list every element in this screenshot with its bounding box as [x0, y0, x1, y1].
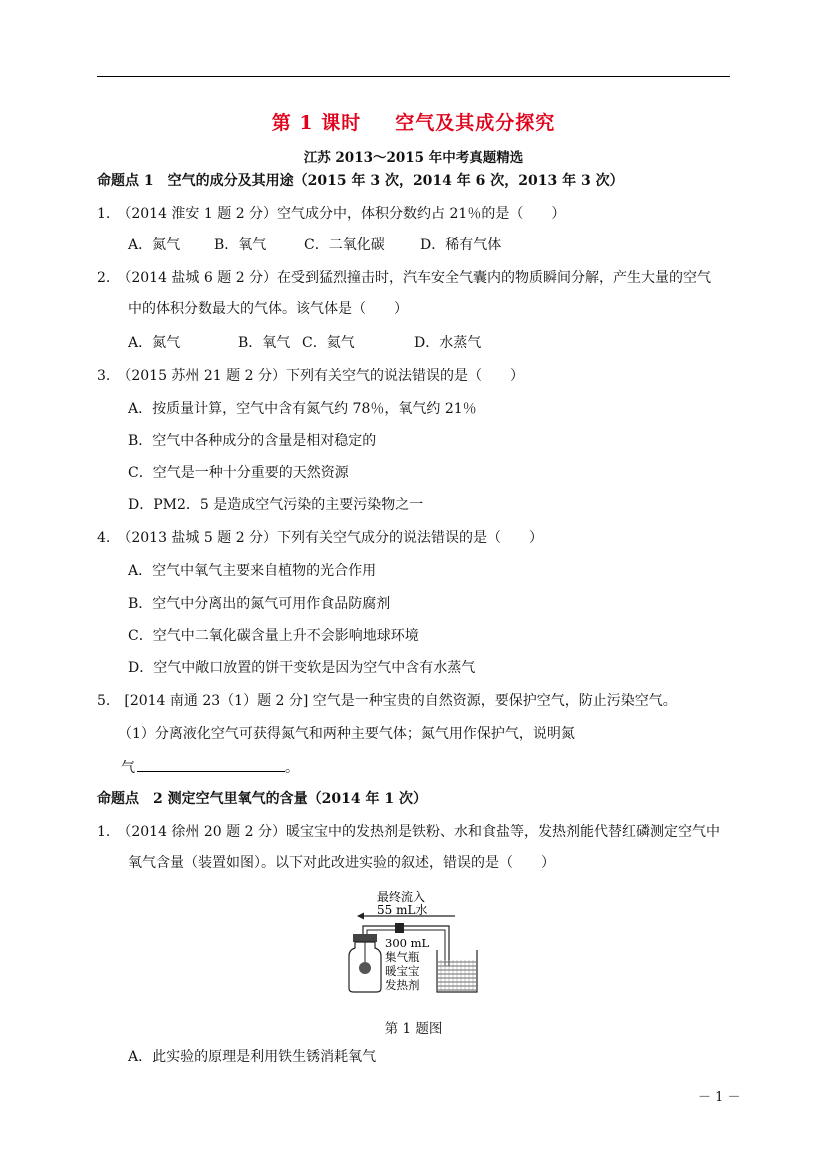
heat-pack — [359, 962, 371, 974]
q2-stem-line2: 中的体积分数最大的气体。该气体是（ ） — [128, 301, 408, 317]
q3-stem: 3. （2015 苏州 21 题 2 分）下列有关空气的说法错误的是（ ） — [97, 368, 524, 384]
label-final-inflow: 最终流入 — [377, 890, 426, 904]
subtitle: 江苏 2013～2015 年中考真题精选 — [303, 150, 524, 166]
s2-q1-option-a: A．此实验的原理是利用铁生锈消耗氧气 — [128, 1049, 377, 1065]
s2-q1-stem-line1: 1. （2014 徐州 20 题 2 分）暖宝宝中的发热剂是铁粉、水和食盐等，发热剂能代替红磷测定空气中 — [97, 824, 720, 840]
figure-caption: 第 1 题图 — [384, 1021, 443, 1037]
label-bottle-volume: 300 mL — [385, 936, 430, 950]
q3-option-d: D．PM2．5 是造成空气污染的主要污染物之一 — [128, 497, 424, 513]
label-heating-agent: 发热剂 — [385, 978, 420, 992]
beaker-water — [438, 960, 476, 991]
label-water-volume: 55 mL水 — [377, 903, 428, 917]
answer-blank[interactable] — [137, 757, 285, 772]
q1-option-a: A．氮气 — [128, 237, 181, 253]
q3-option-a: A．按质量计算，空气中含有氮气约 78％，氧气约 21％ — [128, 401, 477, 417]
q2-option-d: D．水蒸气 — [414, 335, 482, 351]
q2-options — [128, 334, 481, 352]
label-bottle: 集气瓶 — [385, 950, 420, 964]
lesson-title — [0, 108, 827, 135]
q5-sub-line1: （1）分离液化空气可获得氮气和两种主要气体；氮气用作保护气，说明氮 — [118, 726, 575, 742]
q4-option-a: A．空气中氧气主要来自植物的光合作用 — [128, 563, 377, 579]
q1-option-d: D．稀有气体 — [420, 237, 502, 253]
flow-arrowhead — [357, 913, 364, 920]
section2-heading: 命题点 2 测定空气里氧气的含量（2014 年 1 次） — [97, 791, 427, 807]
section1-heading: 命题点 1 空气的成分及其用途（2015 年 3 次，2014 年 6 次，2013 年 3 次） — [97, 173, 624, 189]
q5-stem: 5. [2014 南通 23（1）题 2 分] 空气是一种宝贵的自然资源，要保护空气，防止污染空气。 — [97, 693, 677, 709]
lesson-number: 第 1 课时 — [271, 112, 362, 134]
q2-option-c: C．氦气 — [302, 335, 355, 351]
q2-option-b: B．氧气 — [238, 335, 291, 351]
q1-stem: 1. （2014 淮安 1 题 2 分）空气成分中，体积分数约占 21％的是（ ） — [97, 206, 566, 222]
q3-option-b: B．空气中各种成分的含量是相对稳定的 — [128, 433, 377, 449]
pinch-clamp — [395, 923, 404, 933]
q1-option-c: C．二氧化碳 — [304, 237, 385, 253]
q4-option-d: D．空气中敞口放置的饼干变软是因为空气中含有水蒸气 — [128, 660, 476, 676]
page-number: － 1 － — [698, 1090, 741, 1105]
apparatus-figure — [347, 888, 481, 996]
header-rule — [97, 76, 730, 77]
q2-stem-line1: 2. （2014 盐城 6 题 2 分）在受到猛烈撞击时，汽车安全气囊内的物质瞬间分解，产生大量的空气 — [97, 270, 712, 286]
label-hand-warmer: 暖宝宝 — [385, 964, 420, 978]
rubber-stopper — [353, 934, 377, 942]
q2-option-a: A．氮气 — [128, 335, 181, 351]
q4-option-c: C．空气中二氧化碳含量上升不会影响地球环境 — [128, 628, 419, 644]
q5-sub-line2 — [121, 757, 299, 777]
q5-sub-line2-prefix: 气 — [121, 760, 135, 776]
q1-options — [128, 236, 501, 254]
q4-option-b: B．空气中分离出的氮气可用作食品防腐剂 — [128, 596, 391, 612]
q5-sub-line2-suffix: 。 — [285, 760, 299, 776]
q1-option-b: B．氧气 — [214, 237, 267, 253]
lesson-topic: 空气及其成分探究 — [395, 112, 556, 134]
s2-q1-stem-line2: 氧气含量（装置如图）。以下对此改进实验的叙述，错误的是（ ） — [128, 855, 555, 871]
q4-stem: 4. （2013 盐城 5 题 2 分）下列有关空气成分的说法错误的是（ ） — [97, 530, 544, 546]
q3-option-c: C．空气是一种十分重要的天然资源 — [128, 465, 349, 481]
